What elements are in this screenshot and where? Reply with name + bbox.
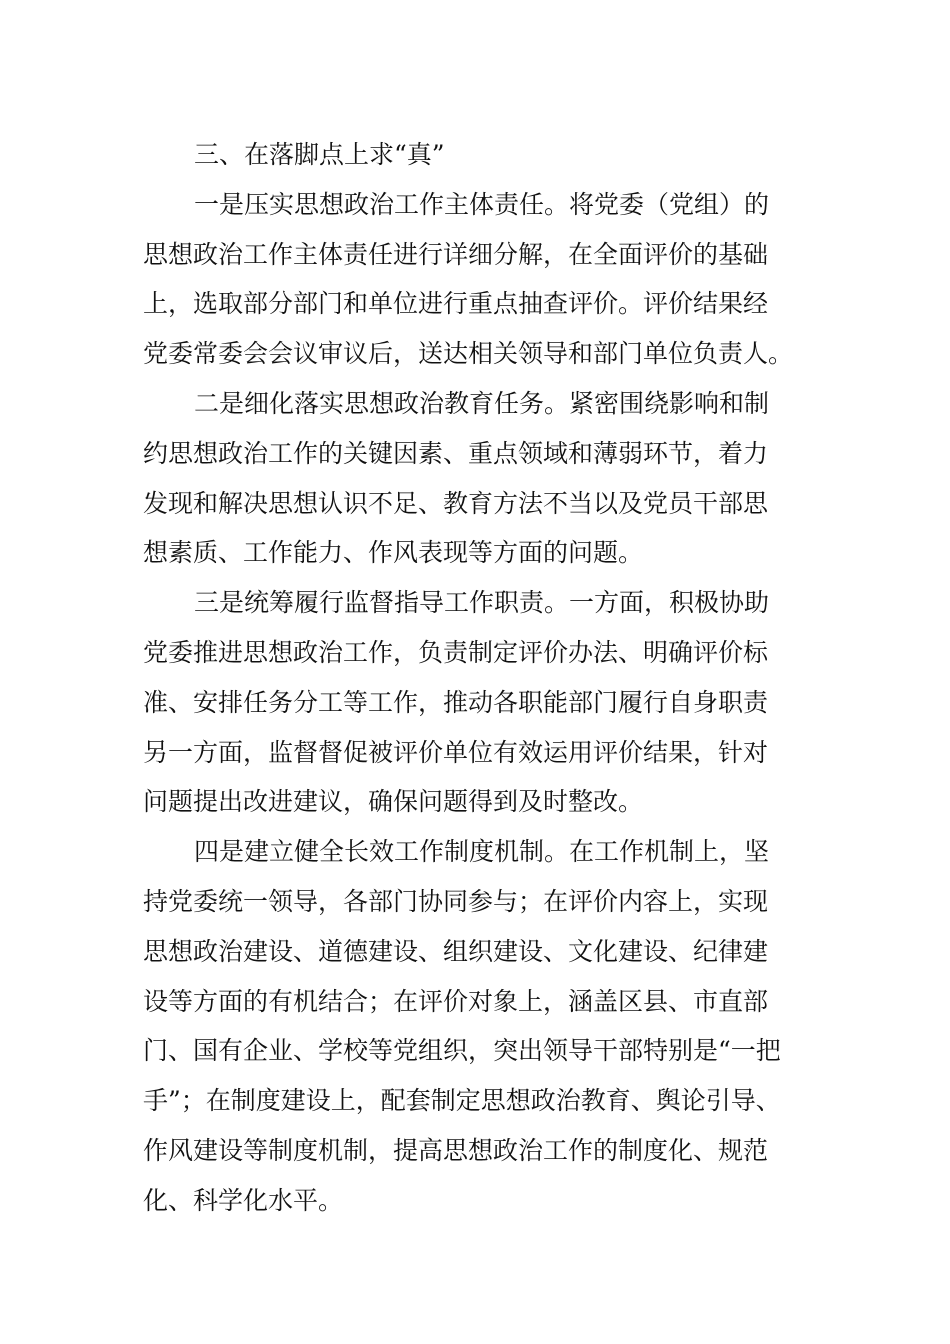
paragraph-2-line-2: 约思想政治工作的关键因素、重点领域和薄弱环节，着力	[143, 438, 769, 468]
paragraph-4-line-4: 设等方面的有机结合；在评价对象上，涵盖区县、市直部	[143, 986, 769, 1016]
paragraph-4-line-3: 思想政治建设、道德建设、组织建设、文化建设、纪律建	[143, 936, 769, 966]
paragraph-1-line-2: 思想政治工作主体责任进行详细分解，在全面评价的基础	[143, 239, 769, 269]
paragraph-3-line-1: 三是统筹履行监督指导工作职责。一方面，积极协助	[194, 588, 770, 618]
paragraph-4-line-1: 四是建立健全长效工作制度机制。在工作机制上，坚	[194, 837, 770, 867]
paragraph-4-line-7: 作风建设等制度机制，提高思想政治工作的制度化、规范	[143, 1135, 769, 1165]
paragraph-3-line-2: 党委推进思想政治工作，负责制定评价办法、明确评价标	[143, 637, 769, 667]
paragraph-2-line-4: 想素质、工作能力、作风表现等方面的问题。	[143, 538, 644, 568]
paragraph-4-line-5: 门、国有企业、学校等党组织，突出领导干部特别是“一把	[143, 1036, 781, 1066]
paragraph-4-line-2: 持党委统一领导，各部门协同参与；在评价内容上，实现	[143, 886, 769, 916]
paragraph-3-line-4: 另一方面，监督督促被评价单位有效运用评价结果，针对	[143, 737, 769, 767]
section-heading: 三、在落脚点上求“真”	[194, 140, 445, 169]
paragraph-4-line-8: 化、科学化水平。	[143, 1185, 344, 1215]
paragraph-2-line-1: 二是细化落实思想政治教育任务。紧密围绕影响和制	[194, 388, 770, 418]
paragraph-2-line-3: 发现和解决思想认识不足、教育方法不当以及党员干部思	[143, 488, 769, 518]
paragraph-4-line-6: 手”；在制度建设上，配套制定思想政治教育、舆论引导、	[143, 1086, 781, 1116]
paragraph-1-line-3: 上，选取部分部门和单位进行重点抽查评价。评价结果经	[143, 289, 769, 319]
paragraph-3-line-3: 准、安排任务分工等工作，推动各职能部门履行自身职责	[143, 687, 769, 717]
paragraph-3-line-5: 问题提出改进建议，确保问题得到及时整改。	[143, 787, 644, 817]
paragraph-1-line-1: 一是压实思想政治工作主体责任。将党委（党组）的	[194, 189, 770, 219]
document-body	[143, 130, 807, 1226]
paragraph-1-line-4: 党委常委会会议审议后，送达相关领导和部门单位负责人。	[143, 339, 794, 369]
